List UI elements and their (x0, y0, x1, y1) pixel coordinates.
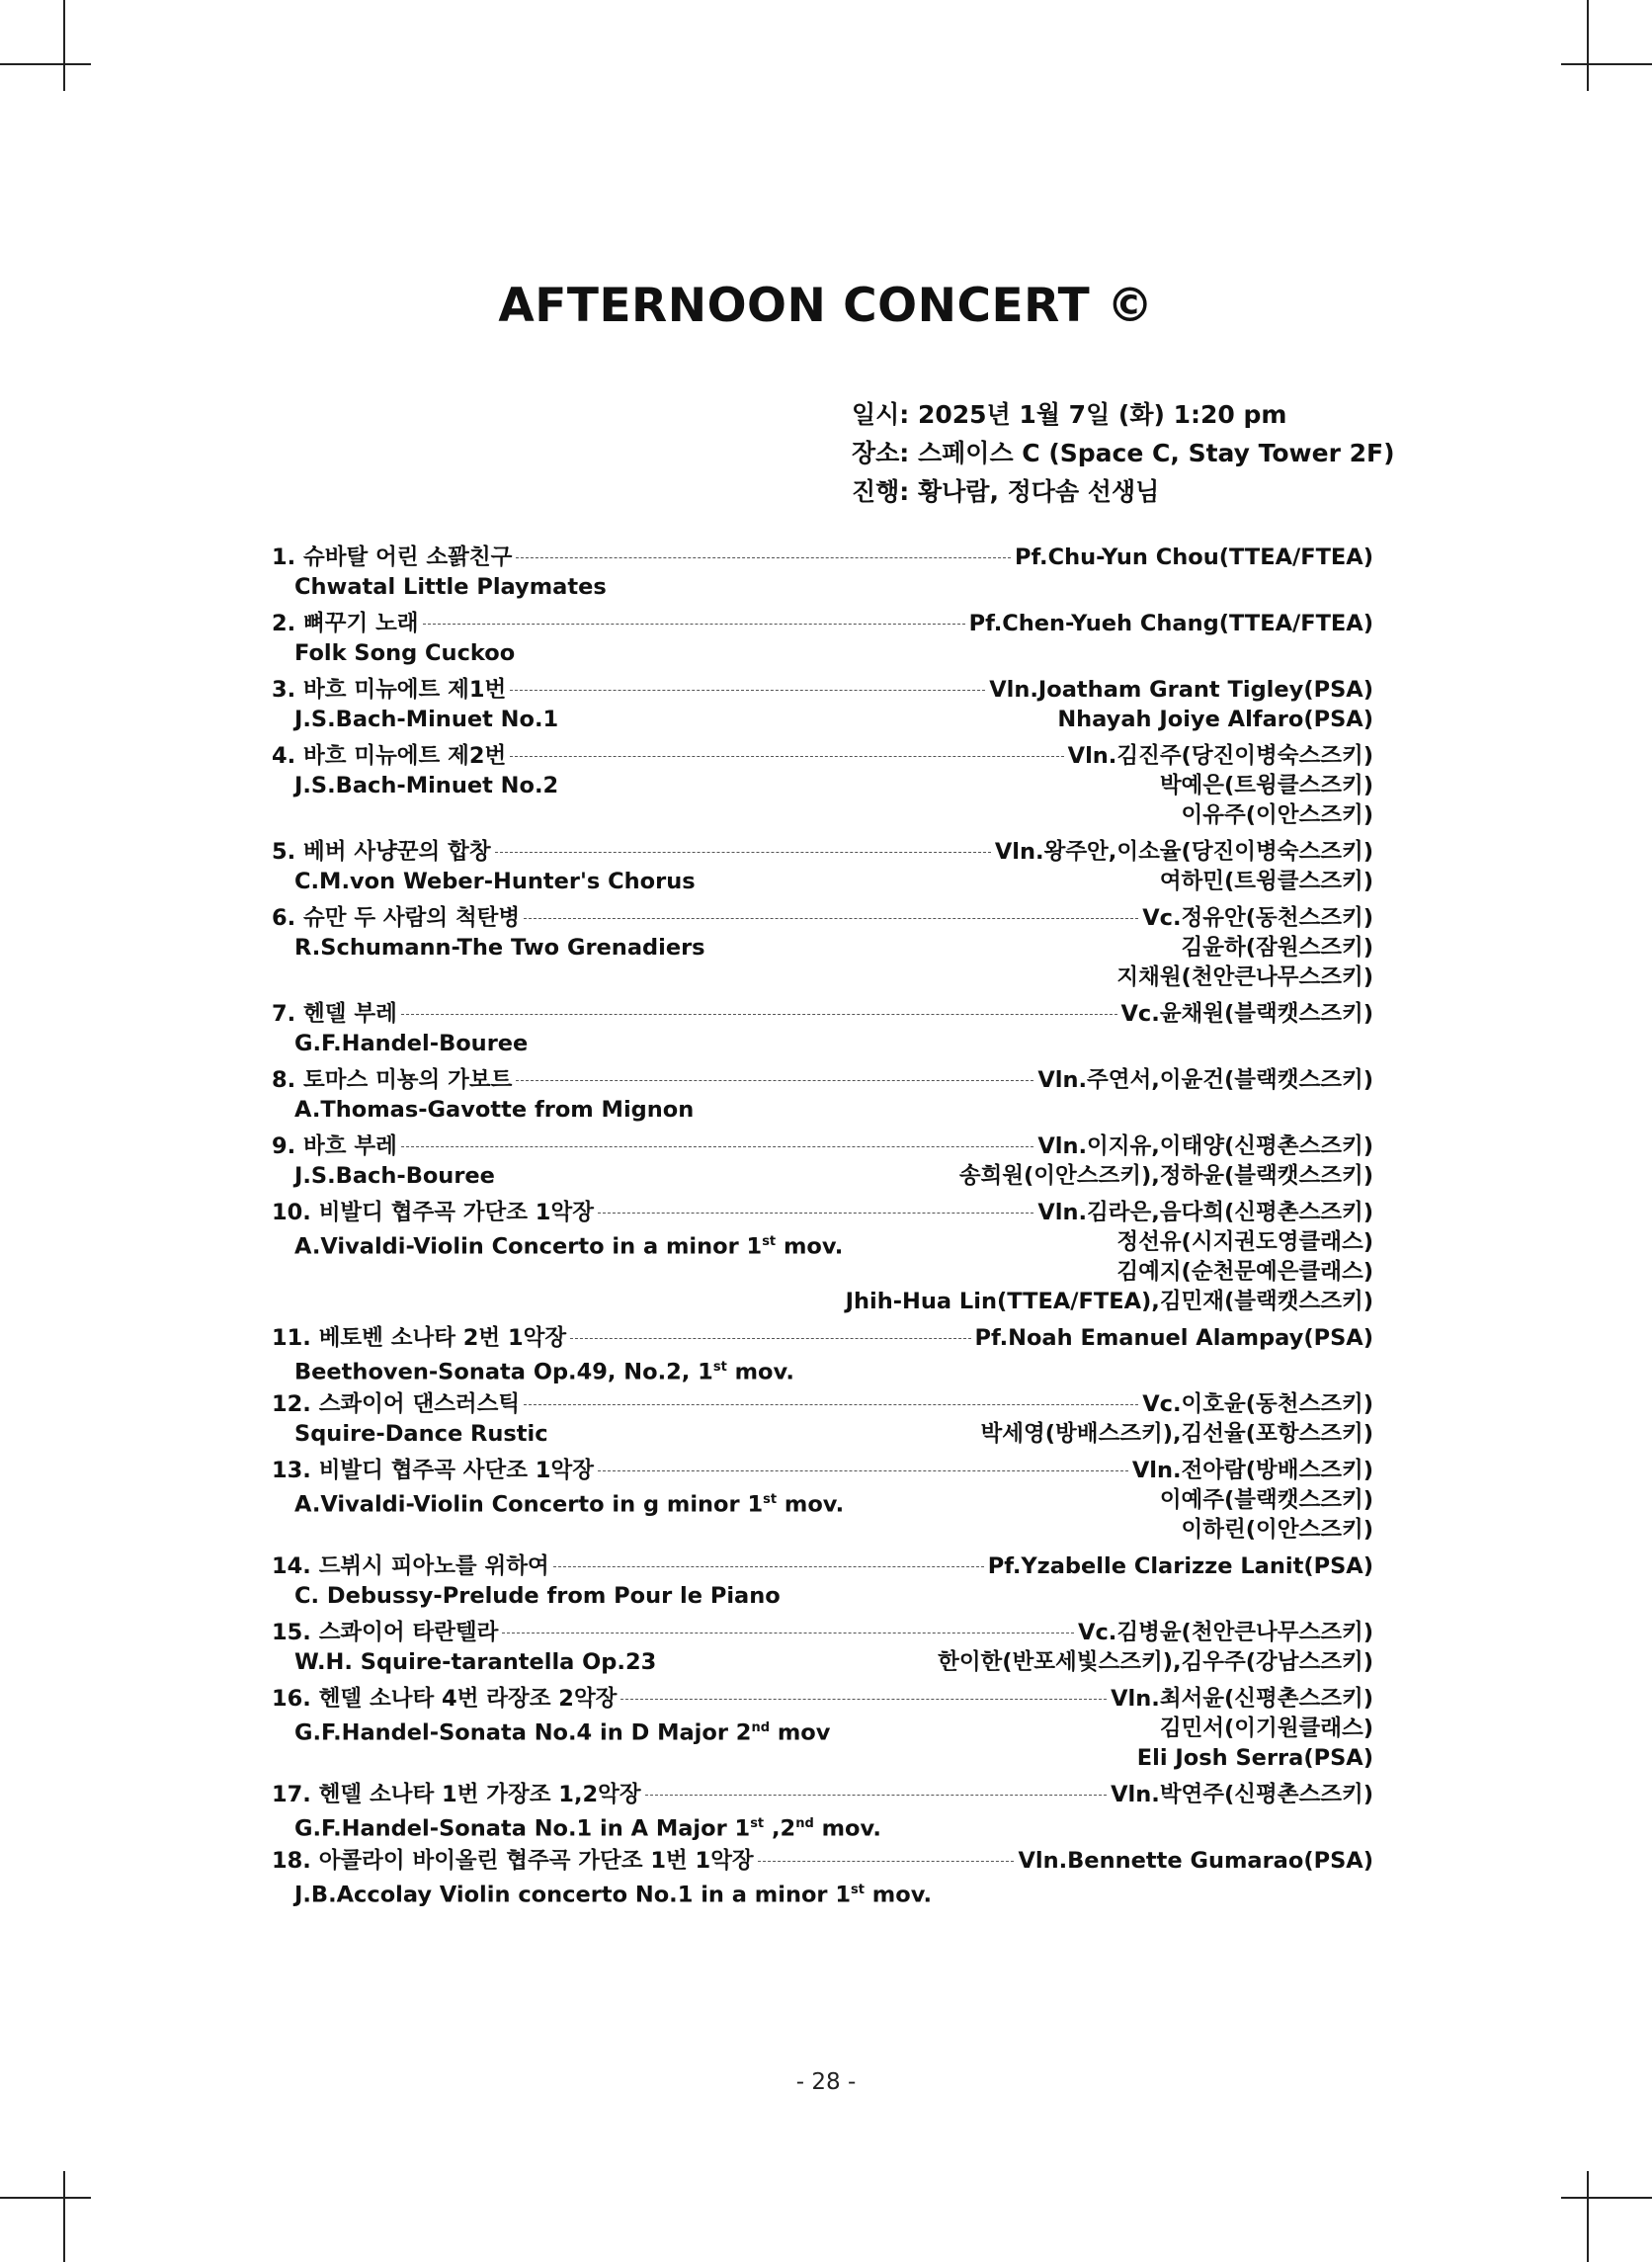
piece-title-english: R.Schumann-The Two Grenadiers (294, 935, 705, 961)
crop-mark-tl-h (0, 63, 91, 65)
performer-primary: Vc.이호윤(동천스즈키) (1142, 1391, 1373, 1417)
leader-dots (620, 1699, 1107, 1700)
performer-secondary: 송희원(이안스즈키),정하윤(블랙캣스즈키) (958, 1163, 1373, 1189)
piece-title-korean: 18. 아콜라이 바이올린 협주곡 가단조 1번 1악장 (272, 1848, 754, 1874)
program-item (272, 1551, 1373, 1611)
crop-mark-bl-h (0, 2197, 91, 2199)
performer-primary: Vc.윤채원(블랙캣스즈키) (1120, 1001, 1373, 1027)
performer-additional: 김예지(순천문예은클래스) (1116, 1259, 1373, 1285)
piece-title-english: J.S.Bach-Minuet No.2 (294, 773, 559, 798)
piece-title-english: A.Vivaldi-Violin Concerto in g minor 1st mov. (294, 1491, 845, 1518)
performer-primary: Vln.최서윤(신평촌스즈키) (1111, 1686, 1373, 1712)
leader-dots (516, 557, 1011, 558)
leader-dots (524, 1404, 1138, 1405)
piece-title-english: C.M.von Weber-Hunter's Chorus (294, 869, 696, 894)
leader-dots (758, 1861, 1015, 1862)
program-item (272, 741, 1373, 830)
performer-secondary: Nhayah Joiye Alfaro(PSA) (1057, 707, 1373, 732)
leader-dots (401, 1146, 1034, 1147)
piece-title-korean: 8. 토마스 미뇽의 가보트 (272, 1067, 513, 1093)
leader-dots (423, 624, 965, 625)
leader-dots (598, 1213, 1033, 1214)
leader-dots (510, 690, 985, 691)
leader-dots (510, 756, 1063, 757)
piece-title-english: C. Debussy-Prelude from Pour le Piano (294, 1583, 781, 1609)
program-list (272, 543, 1373, 1912)
piece-title-korean: 9. 바흐 부레 (272, 1133, 397, 1159)
piece-title-korean: 14. 드뷔시 피아노를 위하여 (272, 1553, 549, 1579)
piece-title-korean: 4. 바흐 미뉴에트 제2번 (272, 743, 507, 769)
performer-primary: Vln.박연주(신평촌스즈키) (1111, 1782, 1373, 1807)
piece-title-korean: 13. 비발디 협주곡 사단조 1악장 (272, 1458, 594, 1483)
performer-secondary: 이예주(블랙캣스즈키) (1159, 1487, 1373, 1513)
program-item (272, 1618, 1373, 1677)
piece-title-korean: 16. 헨델 소나타 4번 라장조 2악장 (272, 1686, 618, 1712)
piece-title-korean: 11. 베토벤 소나타 2번 1악장 (272, 1325, 567, 1351)
leader-dots (516, 1080, 1033, 1081)
performer-primary: Vln.Bennette Gumarao(PSA) (1018, 1848, 1373, 1874)
program-item (272, 1323, 1373, 1385)
performer-additional: 지채원(천안큰나무스즈키) (1116, 964, 1373, 990)
performer-primary: Vln.주연서,이윤건(블랙캣스즈키) (1037, 1067, 1373, 1093)
performer-secondary: 박예은(트윙클스즈키) (1159, 773, 1373, 798)
leader-dots (495, 852, 991, 853)
performer-additional: Jhih-Hua Lin(TTEA/FTEA),김민재(블랙캣스즈키) (845, 1289, 1373, 1314)
piece-title-korean: 5. 베버 사냥꾼의 합창 (272, 839, 491, 865)
program-item (272, 999, 1373, 1058)
performer-primary: Vc.김병윤(천안큰나무스즈키) (1078, 1620, 1373, 1645)
program-item (272, 903, 1373, 992)
performer-primary: Pf.Yzabelle Clarizze Lanit(PSA) (987, 1553, 1373, 1579)
program-item (272, 1780, 1373, 1842)
program-item (272, 1131, 1373, 1191)
piece-title-english: W.H. Squire-tarantella Op.23 (294, 1649, 657, 1675)
performer-primary: Pf.Noah Emanuel Alampay(PSA) (974, 1325, 1373, 1351)
performer-primary: Vc.정유안(동천스즈키) (1142, 905, 1373, 931)
piece-title-korean: 10. 비발디 협주곡 가단조 1악장 (272, 1200, 594, 1225)
performer-secondary: 김민서(이기원클래스) (1159, 1716, 1373, 1741)
concert-host: 진행: 황나람, 정다솜 선생님 (852, 477, 1160, 506)
performer-primary: Vln.Joatham Grant Tigley(PSA) (989, 677, 1373, 703)
piece-title-english: A.Vivaldi-Violin Concerto in a minor 1st mov. (294, 1233, 844, 1260)
leader-dots (524, 918, 1138, 919)
piece-title-korean: 15. 스콰이어 타란텔라 (272, 1620, 499, 1645)
piece-title-korean: 3. 바흐 미뉴에트 제1번 (272, 677, 507, 703)
program-item (272, 1456, 1373, 1545)
performer-additional: 이유주(이안스즈키) (1181, 802, 1373, 828)
performer-additional: 이하린(이안스즈키) (1181, 1517, 1373, 1543)
page-number: - 28 - (795, 2069, 857, 2095)
piece-title-english: Folk Song Cuckoo (294, 640, 516, 666)
leader-dots (598, 1470, 1128, 1471)
piece-title-korean: 2. 뼈꾸기 노래 (272, 611, 419, 636)
performer-primary: Pf.Chu-Yun Chou(TTEA/FTEA) (1015, 545, 1373, 570)
leader-dots (645, 1795, 1108, 1796)
performer-primary: Vln.이지유,이태양(신평촌스즈키) (1037, 1133, 1373, 1159)
piece-title-english: J.B.Accolay Violin concerto No.1 in a minor 1st mov. (294, 1882, 933, 1908)
crop-mark-tr-v (1587, 0, 1589, 91)
performer-secondary: 여하민(트윙클스즈키) (1159, 869, 1373, 894)
piece-title-korean: 6. 슈만 두 사람의 척탄병 (272, 905, 521, 931)
piece-title-english: Chwatal Little Playmates (294, 574, 607, 600)
crop-mark-bl-v (63, 2171, 65, 2262)
leader-dots (570, 1338, 970, 1339)
crop-mark-tl-v (63, 0, 65, 91)
leader-dots (553, 1566, 984, 1567)
crop-mark-br-v (1587, 2171, 1589, 2262)
concert-venue: 장소: 스페이스 C (Space C, Stay Tower 2F) (852, 439, 1395, 467)
crop-mark-br-h (1561, 2197, 1652, 2199)
leader-dots (401, 1014, 1117, 1015)
program-item (272, 1684, 1373, 1773)
performer-primary: Pf.Chen-Yueh Chang(TTEA/FTEA) (968, 611, 1373, 636)
program-item (272, 675, 1373, 734)
crop-mark-tr-h (1561, 63, 1652, 65)
program-item (272, 609, 1373, 668)
performer-primary: Vln.김라은,음다희(신평촌스즈키) (1037, 1200, 1373, 1225)
piece-title-english: J.S.Bach-Minuet No.1 (294, 707, 559, 732)
performer-secondary: 박세영(방배스즈키),김선율(포항스즈키) (980, 1421, 1373, 1447)
performer-secondary: 정선유(시지권도영클래스) (1116, 1229, 1373, 1255)
piece-title-korean: 17. 헨델 소나타 1번 가장조 1,2악장 (272, 1782, 641, 1807)
performer-secondary: 한이한(반포세빛스즈키),김우주(강남스즈키) (938, 1649, 1373, 1675)
piece-title-english: G.F.Handel-Bouree (294, 1031, 529, 1056)
performer-additional: Eli Josh Serra(PSA) (1136, 1745, 1373, 1771)
program-item (272, 1846, 1373, 1908)
piece-title-english: J.S.Bach-Bouree (294, 1163, 495, 1189)
concert-title: AFTERNOON CONCERT © (498, 279, 1154, 333)
performer-primary: Vln.김진주(당진이병숙스즈키) (1067, 743, 1373, 769)
program-item (272, 1389, 1373, 1449)
piece-title-korean: 12. 스콰이어 댄스러스틱 (272, 1391, 521, 1417)
program-item (272, 543, 1373, 602)
piece-title-english: A.Thomas-Gavotte from Mignon (294, 1097, 695, 1123)
concert-info (852, 395, 1395, 511)
piece-title-korean: 7. 헨델 부레 (272, 1001, 397, 1027)
leader-dots (502, 1633, 1074, 1634)
piece-title-english: G.F.Handel-Sonata No.1 in A Major 1st ,2nd mov. (294, 1815, 881, 1842)
program-item (272, 1065, 1373, 1125)
piece-title-english: Beethoven-Sonata Op.49, No.2, 1st mov. (294, 1359, 794, 1385)
program-item (272, 837, 1373, 896)
performer-primary: Vln.전아람(방배스즈키) (1131, 1458, 1373, 1483)
performer-secondary: 김윤하(잠원스즈키) (1181, 935, 1373, 961)
piece-title-english: Squire-Dance Rustic (294, 1421, 548, 1447)
performer-primary: Vln.왕주안,이소율(당진이병숙스즈키) (994, 839, 1373, 865)
program-item (272, 1198, 1373, 1316)
piece-title-korean: 1. 슈바탈 어린 소꽑친구 (272, 545, 513, 570)
concert-date: 일시: 2025년 1월 7일 (화) 1:20 pm (852, 400, 1287, 429)
piece-title-english: G.F.Handel-Sonata No.4 in D Major 2nd mov (294, 1719, 831, 1746)
